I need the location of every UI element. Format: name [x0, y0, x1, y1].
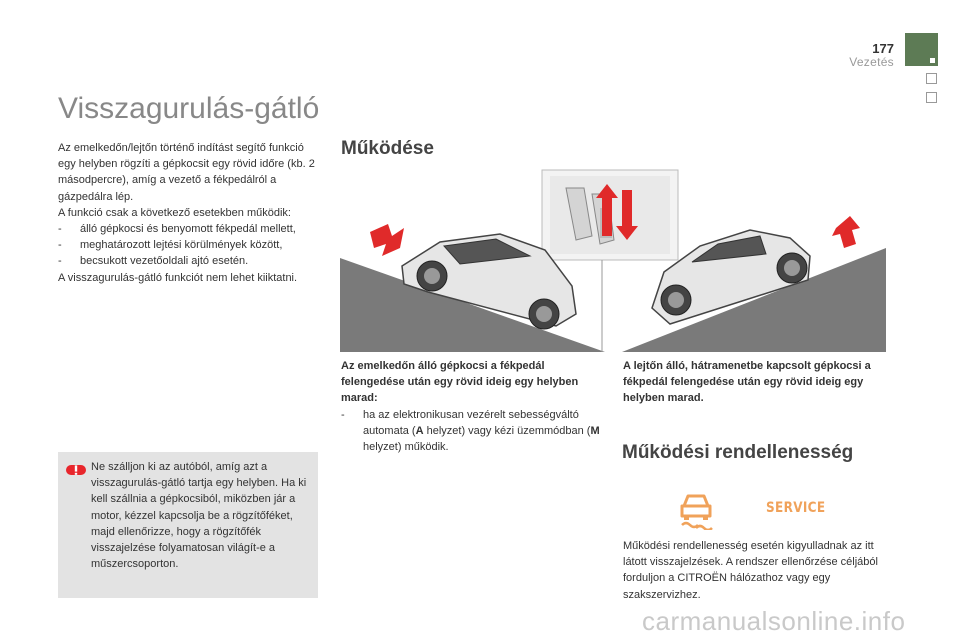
section-heading-fault: Működési rendellenesség [622, 442, 854, 463]
fault-text: Működési rendellenesség esetén kigyulladnak az itt látott visszajelzések. A rendszer ellenőrzése céljából forduljon a CITROËN hálózathoz vagy egy szakszervizhez. [623, 540, 878, 601]
intro-text [58, 140, 323, 286]
exclamation-icon [66, 462, 86, 478]
chapter-tab[interactable] [926, 73, 937, 84]
hill-hold-illustration [340, 168, 886, 352]
list-item: - ha az elektronikusan vezérelt sebességváltó automata (A helyzet) vagy kézi üzemmódban (M helyzet) működik. [341, 408, 600, 454]
chapter-tab-active[interactable] [905, 33, 938, 66]
caption-uphill [341, 358, 603, 455]
list-item: - álló gépkocsi és benyomott fékpedál mellett, [58, 223, 296, 236]
page-title: Visszagurulás-gátló [58, 92, 320, 125]
intro-paragraph: A funkció csak a következő esetekben működik: [58, 206, 291, 219]
uphill-back-arrow [370, 224, 404, 256]
list-item: - meghatározott lejtési körülmények között, [58, 239, 283, 252]
chapter-tab[interactable] [926, 92, 937, 103]
downhill-back-arrow [832, 216, 860, 248]
condition-list [58, 221, 323, 270]
section-name: Vezetés [849, 55, 894, 69]
section-heading-operation: Működése [341, 138, 434, 159]
tab-marker [930, 58, 935, 63]
warning-text: Ne szálljon ki az autóból, amíg azt a visszagurulás-gátló tartja egy helyben. Ha ki kell szállnia a gépkocsiból, miközben jár a motor, kézzel kapcsolja be a rögzítőféket, majd ellenőrizze, hogy a rögzítőfék visszajelzése folyamatosan világít-e a műszercsoporton. [91, 461, 307, 571]
caption-downhill: A lejtőn álló, hátramenetbe kapcsolt gépkocsi a fékpedál felengedése után egy rövid ideig egy helyben marad. [623, 360, 871, 405]
car-skid-warning-icon [676, 490, 716, 530]
watermark: carmanualsonline.info [642, 606, 906, 636]
pedal-inset [542, 170, 678, 352]
intro-paragraph: Az emelkedőn/lejtőn történő indítást segítő funkció egy helyben rögzíti a gépkocsit egy rövid időre (kb. 2 másodpercre), amíg a vezető a fékpedálról a gázpedálra lép. [58, 142, 315, 203]
caption-uphill-lead: Az emelkedőn álló gépkocsi a fékpedál felengedése után egy rövid ideig egy helyben marad: [341, 360, 579, 405]
intro-paragraph: A visszagurulás-gátló funkciót nem lehet kiiktatni. [58, 271, 298, 284]
warning-box [58, 452, 318, 598]
page-number: 177 [872, 41, 894, 56]
list-item: - becsukott vezetőoldali ajtó esetén. [58, 255, 249, 268]
service-warning-label: SERVICE [766, 500, 826, 516]
